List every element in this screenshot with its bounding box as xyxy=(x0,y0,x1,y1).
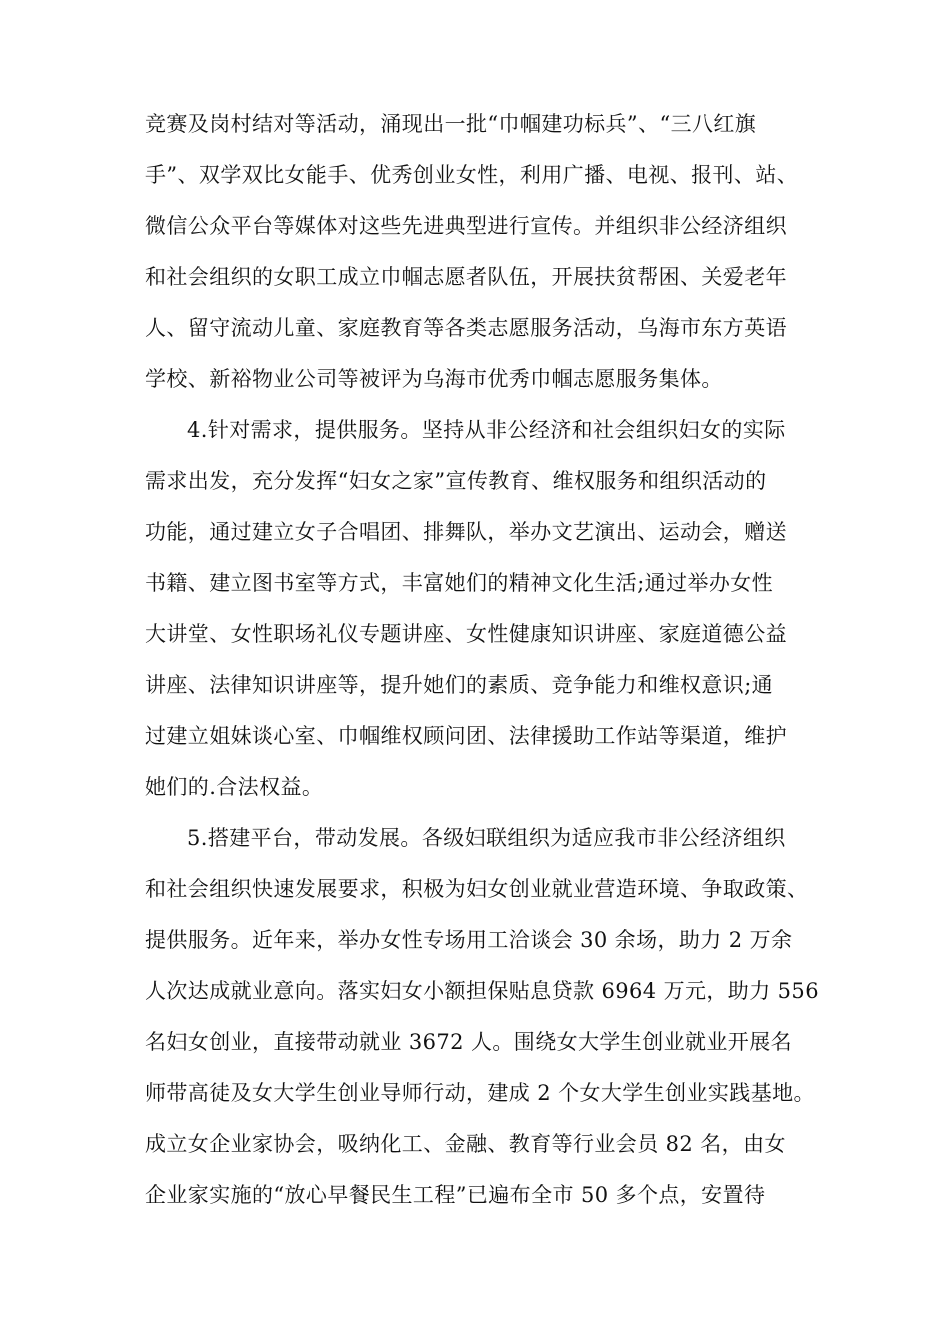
text-line: 她们的.合法权益。 xyxy=(145,775,324,799)
paragraph-5-start: 5.搭建平台，带动发展。各级妇联组织为适应我市非公经济组织 xyxy=(187,826,786,850)
text-line: 过建立姐妹谈心室、巾帼维权顾问团、法律援助工作站等渠道，维护 xyxy=(145,724,787,748)
text-line: 大讲堂、女性职场礼仪专题讲座、女性健康知识讲座、家庭道德公益 xyxy=(145,622,787,646)
text-line: 讲座、法律知识讲座等，提升她们的素质、竞争能力和维权意识;通 xyxy=(145,673,774,697)
text-line: 需求出发，充分发挥“妇女之家”宣传教育、维权服务和组织活动的 xyxy=(145,469,767,493)
body-text xyxy=(145,99,825,1221)
text-line: 企业家实施的“放心早餐民生工程”已遍布全市 50 多个点，安置待 xyxy=(145,1183,766,1207)
text-line: 师带高徒及女大学生创业导师行动，建成 2 个女大学生创业实践基地。 xyxy=(145,1081,815,1105)
text-line: 和社会组织快速发展要求，积极为妇女创业就业营造环境、争取政策、 xyxy=(145,877,809,901)
text-line: 学校、新裕物业公司等被评为乌海市优秀巾帼志愿服务集体。 xyxy=(145,367,723,391)
text-line: 提供服务。近年来，举办女性专场用工洽谈会 30 余场，助力 2 万余 xyxy=(145,928,793,952)
text-line: 竞赛及岗村结对等活动，涌现出一批“巾帼建功标兵”、“三八红旗 xyxy=(145,112,757,136)
paragraph-4-start: 4.针对需求，提供服务。坚持从非公经济和社会组织妇女的实际 xyxy=(187,418,786,442)
text-line: 和社会组织的女职工成立巾帼志愿者队伍，开展扶贫帮困、关爱老年 xyxy=(145,265,787,289)
text-line: 手”、双学双比女能手、优秀创业女性，利用广播、电视、报刊、站、 xyxy=(145,163,799,187)
text-line: 书籍、建立图书室等方式，丰富她们的精神文化生活;通过举办女性 xyxy=(145,571,774,595)
text-line: 功能，通过建立女子合唱团、排舞队，举办文艺演出、运动会，赠送 xyxy=(145,520,787,544)
text-line: 人次达成就业意向。落实妇女小额担保贴息贷款 6964 万元，助力 556 xyxy=(145,979,819,1003)
text-line: 人、留守流动儿童、家庭教育等各类志愿服务活动，乌海市东方英语 xyxy=(145,316,787,340)
text-line: 成立女企业家协会，吸纳化工、金融、教育等行业会员 82 名，由女 xyxy=(145,1132,786,1156)
text-line: 微信公众平台等媒体对这些先进典型进行宣传。并组织非公经济组织 xyxy=(145,214,787,238)
text-line: 名妇女创业，直接带动就业 3672 人。围绕女大学生创业就业开展名 xyxy=(145,1030,792,1054)
